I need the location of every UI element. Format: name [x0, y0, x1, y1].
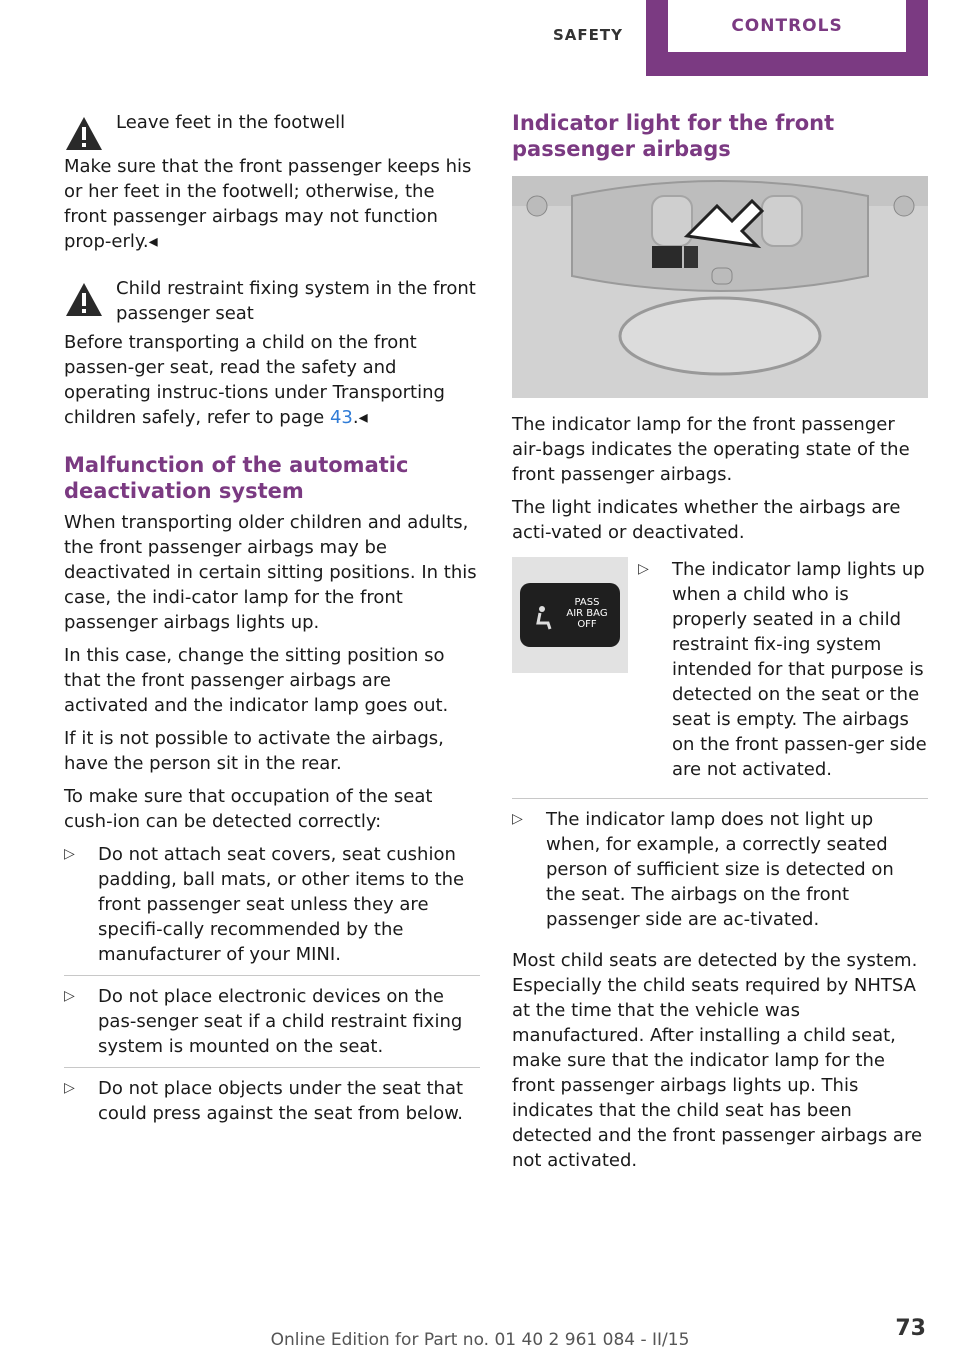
- warning-title: Leave feet in the footwell: [116, 112, 346, 133]
- lamp-list: [638, 557, 928, 798]
- overhead-console-photo: [512, 176, 928, 398]
- paragraph: In this case, change the sitting position so that the front passenger airbags are activated and the indicator lamp goes out.: [64, 645, 449, 716]
- right-column: [512, 110, 928, 1181]
- list-item-text: Do not place objects under the seat that could press against the seat from below.: [98, 1078, 464, 1124]
- warning-title: Child restraint fixing system in the front passenger seat: [116, 278, 476, 324]
- warning-body: Make sure that the front passenger keeps his or her feet in the footwell; otherwise, the front passenger airbags may not function prop‐erly.◂: [64, 156, 472, 252]
- warning-body: [64, 330, 480, 430]
- seated-person-icon: [528, 601, 558, 631]
- bullet-list: [638, 557, 928, 790]
- warning-triangle-icon: [64, 280, 104, 320]
- tab-controls-label: CONTROLS: [668, 0, 906, 52]
- indicator-lamp-image: [512, 557, 628, 673]
- warning-feet: [64, 110, 480, 154]
- page-link[interactable]: 43: [329, 407, 353, 428]
- paragraph: If it is not possible to activate the airbags, have the person sit in the rear.: [64, 728, 444, 774]
- list-item: [64, 842, 480, 976]
- section-title: Indicator light for the front passenger airbags: [512, 111, 835, 161]
- paragraph: Most child seats are detected by the system. Especially the child seats required by NHTSA at the time that the vehicle was manufactured. After installing a child seat, make sure that the indicator lamp for the front passenger airbags lights up. This indicates that the child seat has been detected and the front passenger airbags are not activated.: [512, 950, 923, 1171]
- lamp-label-line: AIR BAG: [566, 608, 608, 619]
- bullet-triangle-icon: ▷: [64, 846, 75, 862]
- list-item-text: Do not attach seat covers, seat cushion padding, ball mats, or other items to the front passenger seat unless they are specifi‐cally recommended by the manufacturer of your MINI.: [98, 844, 465, 965]
- paragraph: The light indicates whether the airbags are acti‐vated or deactivated.: [512, 497, 901, 543]
- list-item-text: The indicator lamp does not light up when, for example, a correctly seated person of sufficient size is detected on the seat. The airbags on the front passenger side are ac‐tivated.: [546, 809, 894, 930]
- pass-airbag-off-lamp: [520, 583, 620, 647]
- footer-edition: Online Edition for Part no. 01 40 2 961 084 - II/15: [270, 1330, 690, 1350]
- tab-safety: SAFETY: [553, 26, 623, 44]
- lamp-label-line: PASS: [574, 597, 600, 608]
- overhead-console-illustration: [512, 176, 928, 398]
- list-item: [64, 984, 480, 1068]
- tab-controls: [646, 0, 928, 76]
- list-item: [64, 1076, 480, 1134]
- paragraph: When transporting older children and adults, the front passenger airbags may be deactivated in certain sitting positions. In this case, the indi‐cator lamp for the front passenger airbags lights up.: [64, 512, 477, 633]
- end-mark: .◂: [352, 407, 368, 428]
- warning-body-text: Before transporting a child on the front passen‐ger seat, read the safety and operating instruc‐tions under Transporting children safely, refer to page: [64, 332, 445, 428]
- paragraph: The indicator lamp for the front passenger air‐bags indicates the operating state of the front passenger airbags.: [512, 414, 910, 485]
- bullet-triangle-icon: ▷: [638, 561, 649, 577]
- bullet-list: [512, 798, 928, 940]
- indicator-lamp-block: [512, 557, 928, 798]
- bullet-list: [64, 842, 480, 1134]
- list-item: [638, 557, 928, 790]
- list-item-text: Do not place electronic devices on the pas‐senger seat if a child restraint fixing system is mounted on the seat.: [98, 986, 463, 1057]
- left-column: [64, 110, 480, 1142]
- bullet-triangle-icon: ▷: [64, 988, 75, 1004]
- section-title: Malfunction of the automatic deactivation system: [64, 453, 409, 503]
- paragraph: To make sure that occupation of the seat cush‐ion can be detected correctly:: [64, 786, 433, 832]
- lamp-label-line: OFF: [577, 619, 597, 630]
- warning-triangle-icon: [64, 114, 104, 154]
- bullet-triangle-icon: ▷: [64, 1080, 75, 1096]
- page-number: 73: [895, 1316, 926, 1341]
- list-item-text: The indicator lamp lights up when a child who is properly seated in a child restraint fix‐ing system intended for that purpose is detected on the seat or the seat is empty. The airbags on the front passen‐ger side are not activated.: [672, 559, 927, 780]
- list-item: [512, 807, 928, 940]
- warning-child-restraint: [64, 276, 480, 326]
- bullet-triangle-icon: ▷: [512, 811, 523, 827]
